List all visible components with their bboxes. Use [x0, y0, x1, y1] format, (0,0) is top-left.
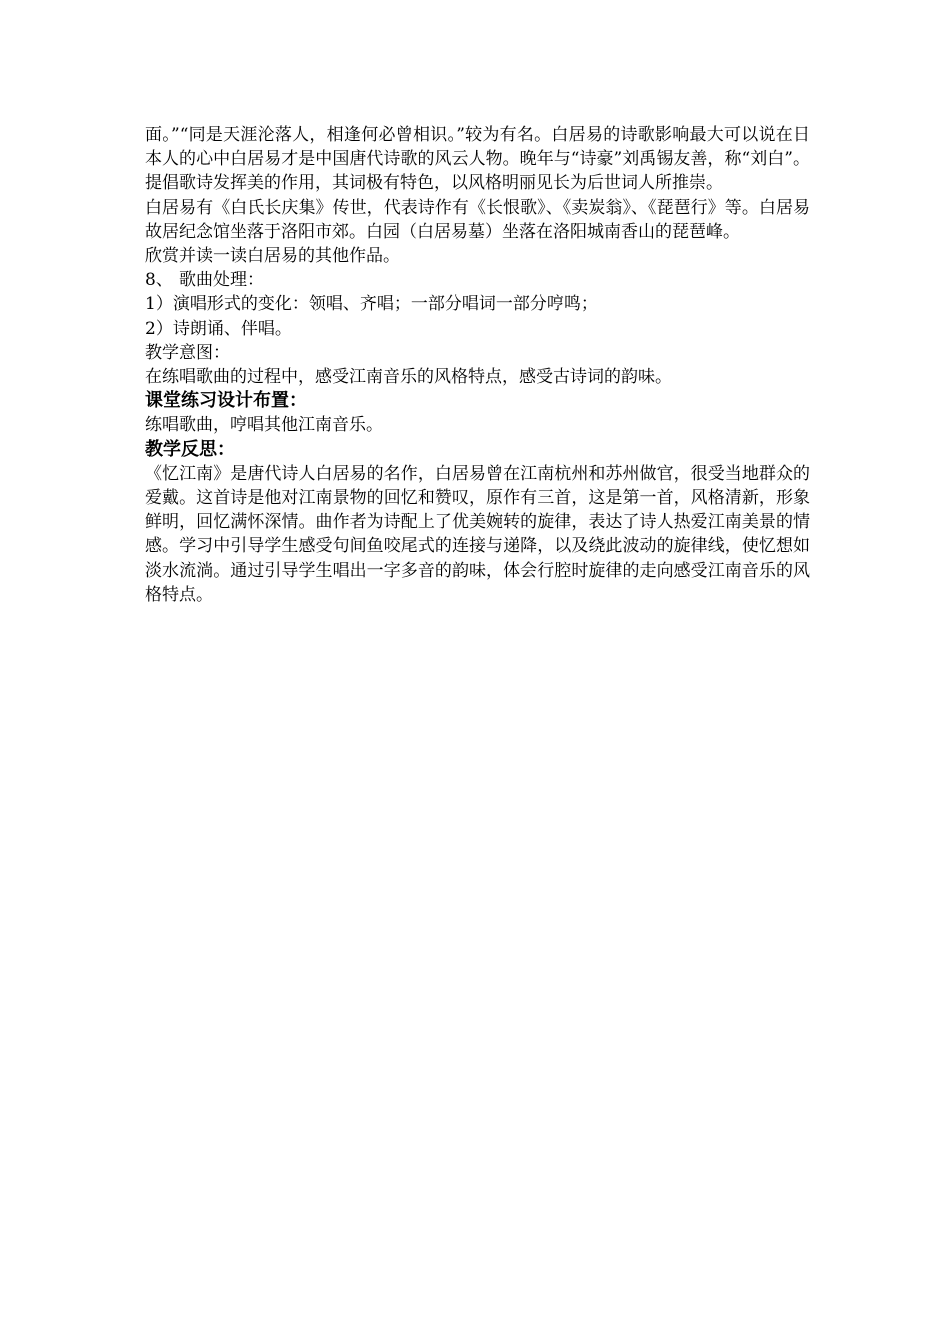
paragraph-bai-juyi-influence: 面。”“同是天涯沦落人，相逢何必曾相识。”较为有名。白居易的诗歌影响最大可以说在日本人的心中白居易才是中国唐代诗歌的风云人物。晚年与“诗豪”刘禹锡友善，称“刘白”。提倡歌诗发挥美的作用，其词极有特色，以风格明丽见长为后世词人所推崇。	[145, 125, 810, 194]
paragraph-bai-juyi-works: 白居易有《白氏长庆集》传世，代表诗作有《长恨歌》、《卖炭翁》、《琵琶行》等。白居易故居纪念馆坐落于洛阳市郊。白园（白居易墓）坐落在洛阳城南香山的琵琶峰。	[145, 197, 810, 242]
section-8-title: 歌曲处理：	[179, 270, 264, 291]
practice-text: 练唱歌曲，哼唱其他江南音乐。	[145, 415, 383, 436]
section-8-item-1: 1）演唱形式的变化：领唱、齐唱；一部分唱词一部分哼鸣；	[145, 294, 598, 315]
section-8-title-line	[145, 268, 810, 292]
document-page	[145, 123, 810, 607]
reflection-text: 《忆江南》是唐代诗人白居易的名作，白居易曾在江南杭州和苏州做官，很受当地群众的爱戴。这首诗是他对江南景物的回忆和赞叹，原作有三首，这是第一首，风格清新，形象鲜明，回忆满怀深情。曲作者为诗配上了优美婉转的旋律，表达了诗人热爱江南美景的情感。学习中引导学生感受句间鱼咬尾式的连接与递降，以及绕此波动的旋律线，使忆想如淡水流淌。通过引导学生唱出一字多音的韵味，体会行腔时旋律的走向感受江南音乐的风格特点。	[145, 463, 810, 605]
section-8-number: 8、	[145, 270, 173, 291]
paragraph-appreciate-works: 欣赏并读一读白居易的其他作品。	[145, 246, 400, 267]
practice-heading: 课堂练习设计布置：	[145, 390, 307, 412]
teaching-intent-text: 在练唱歌曲的过程中，感受江南音乐的风格特点，感受古诗词的韵味。	[145, 367, 672, 388]
reflection-heading: 教学反思：	[145, 438, 235, 460]
teaching-intent-label: 教学意图：	[145, 342, 230, 363]
section-8-item-2: 2）诗朗诵、伴唱。	[145, 318, 292, 339]
